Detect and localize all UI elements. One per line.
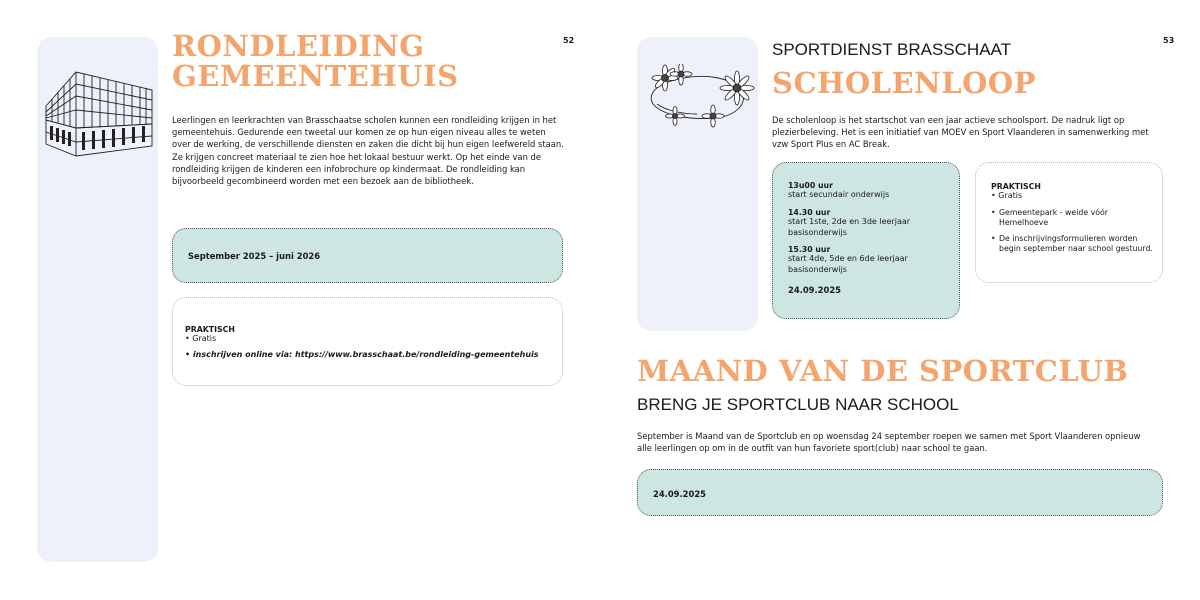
practical-item-forms: • De inschrijvingsformulieren worden begin september naar school gestuurd. [991, 234, 1156, 255]
date-box-sportclub [637, 469, 1163, 516]
practical-box-left [172, 297, 563, 386]
date-text-left: September 2025 – juni 2026 [188, 251, 321, 261]
practical-heading-right: PRAKTISCH [991, 182, 1041, 191]
title-line-1: RONDLEIDING [172, 29, 425, 63]
schedule-box [772, 162, 960, 319]
section-subtitle: BRENG JE SPORTCLUB NAAR SCHOOL [637, 395, 959, 414]
practical-list-right [991, 208, 1156, 255]
schedule-item: 13u00 uur start secundair onderwijs [788, 181, 890, 199]
page-title-scholenloop: SCHOLENLOOP [772, 66, 1036, 100]
schedule-item: 15.30 uur start 4de, 5de en 6de leerjaar basisonderwijs [788, 245, 908, 275]
date-text-sportclub: 24.09.2025 [653, 489, 706, 499]
kicker-sportdienst: SPORTDIENST BRASSCHAAT [772, 40, 1011, 59]
page-title-rondleiding [172, 31, 459, 92]
schedule-item: 14.30 uur start 1ste, 2de en 3de leerjaar basisonderwijs [788, 207, 911, 237]
practical-item-gratis-right: • Gratis [991, 191, 1023, 200]
building-illustration [42, 66, 154, 162]
intro-paragraph-left: Leerlingen en leerkrachten van Brasschaatse scholen kunnen een rondleiding krijgen in het gemeentehuis. Gedurende een tweetal uur komen ze op hun eigen niveau alles te weten over de werking, de verschillende diensten en zaken die dicht bij hun eigen leefwereld staan. Ze krijgen concreet materiaal te zien hoe het lokaal bestuur werkt. Op het einde van de rondleiding krijgen de kinderen een infobrochure op kindermaat. De rondleiding kan bijvoorbeeld gecombineerd worden met een bezoek aan de bibliotheek. [172, 115, 564, 186]
practical-box-right [975, 162, 1163, 283]
page-number-right: 53 [1163, 36, 1175, 45]
practical-item-link-left[interactable]: • inschrijven online via: https://www.brasschaat.be/rondleiding-gemeentehuis [185, 349, 539, 359]
schedule-date: 24.09.2025 [788, 284, 841, 295]
intro-paragraph-right: De scholenloop is het startschot van een jaar actieve schoolsport. De nadruk ligt op plezierbeleving. Het is een initiatief van MOEV en Sport Vlaanderen in samenwerking met vzw Sport Plus en AC Break. [772, 115, 1149, 150]
section-paragraph: September is Maand van de Sportclub en op woensdag 24 september roepen we samen met Sport Vlaanderen opnieuw alle leerlingen op om in de outfit van hun favoriete sport(club) naar school te gaan. [637, 431, 1141, 454]
section-title-maand-van-de-sportclub: MAAND VAN DE SPORTCLUB [637, 354, 1129, 388]
practical-item-location: • Gemeentepark - weide vóór Hemelhoeve [991, 208, 1156, 229]
page-number-left: 52 [563, 36, 575, 45]
flower-wreath-illustration [645, 64, 755, 132]
practical-item-gratis-left: • Gratis [185, 334, 217, 343]
title-line-2: GEMEENTEHUIS [172, 59, 459, 94]
practical-heading-left: PRAKTISCH [185, 325, 235, 334]
date-box-left [172, 228, 563, 283]
